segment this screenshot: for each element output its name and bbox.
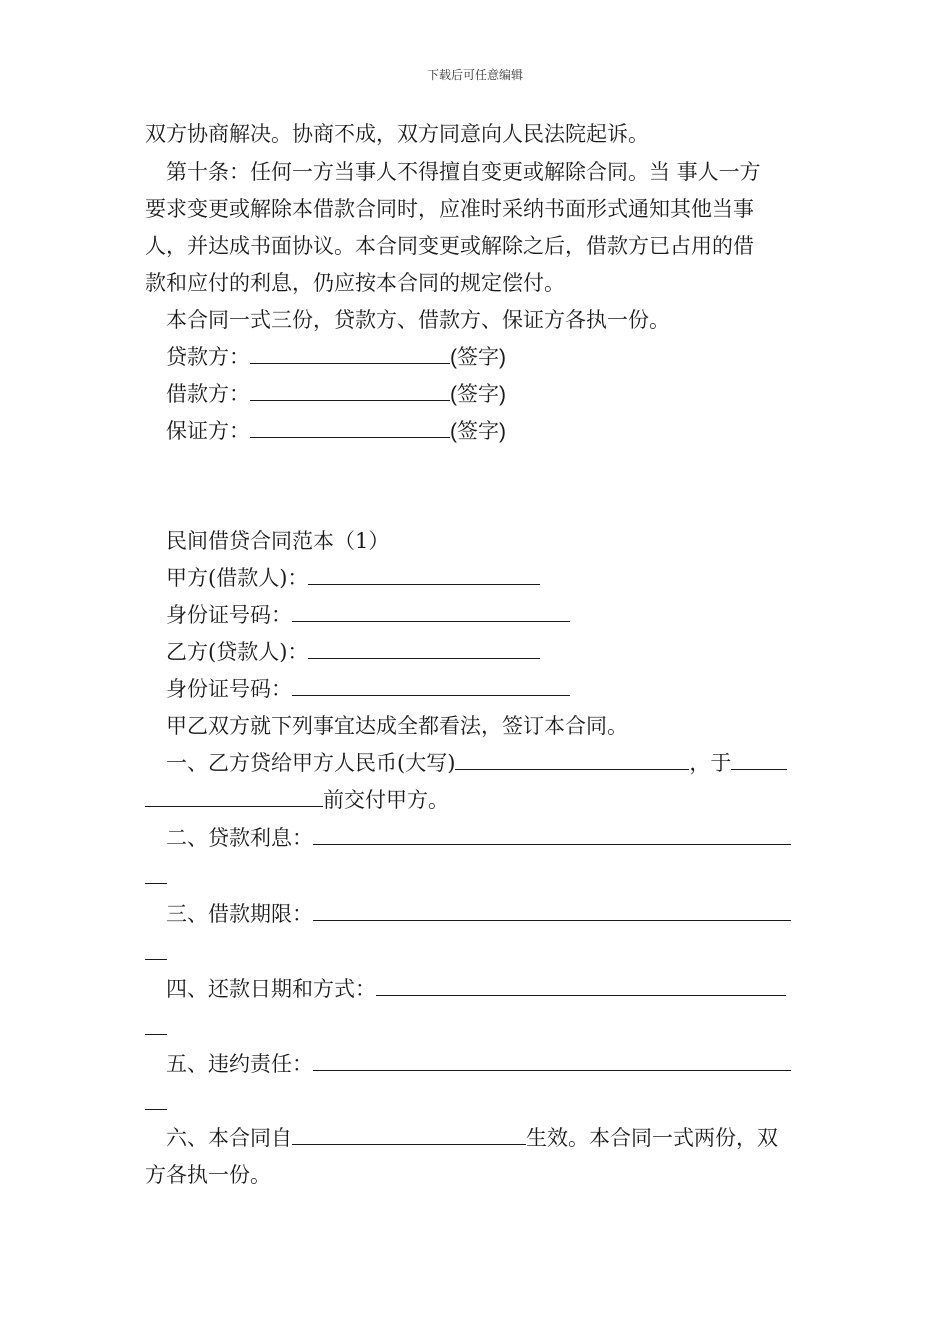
paragraph-line: 款和应付的利息，仍应按本合同的规定偿付。 — [145, 271, 565, 295]
repayment-blank — [376, 975, 786, 996]
borrower-label: 借款方： — [166, 382, 250, 406]
term-blank — [313, 900, 791, 921]
item-3-cont — [145, 939, 167, 967]
sign-label: (签字) — [450, 383, 506, 406]
party-a-label: 甲方(借款人)： — [166, 566, 309, 590]
item-5-line — [166, 1050, 791, 1078]
item-6-line — [166, 1124, 778, 1152]
id-a-label: 身份证号码： — [166, 603, 292, 627]
date-blank-cont — [145, 786, 323, 807]
id-b-blank — [292, 675, 570, 696]
item-2-label: 二、贷款利息： — [166, 826, 313, 850]
id-b-line — [166, 675, 570, 703]
item-4-cont — [145, 1014, 167, 1042]
liability-blank-cont — [145, 1089, 167, 1110]
item-3-label: 三、借款期限： — [166, 902, 313, 926]
effective-date-blank — [292, 1124, 526, 1145]
paragraph-line: 第十条：任何一方当事人不得擅自变更或解除合同。当 事人一方 — [166, 160, 761, 184]
party-b-line — [166, 638, 540, 666]
term-blank-cont — [145, 939, 167, 960]
lender-signature-line — [166, 343, 506, 372]
borrower-signature-blank — [250, 380, 450, 401]
id-b-label: 身份证号码： — [166, 677, 292, 701]
item-1-connector: ，于 — [689, 751, 732, 775]
repayment-blank-cont — [145, 1014, 167, 1035]
id-a-line — [166, 601, 570, 629]
lender-label: 贷款方： — [166, 345, 250, 369]
guarantor-signature-blank — [250, 417, 450, 438]
item-6-label: 六、本合同自 — [166, 1126, 292, 1150]
agreement-line: 甲乙双方就下列事宜达成全都看法，签订本合同。 — [166, 714, 628, 738]
contract-title: 民间借贷合同范本（1） — [166, 529, 390, 553]
item-5-cont — [145, 1089, 167, 1117]
item-5-label: 五、违约责任： — [166, 1052, 313, 1076]
item-2-line — [166, 824, 791, 852]
item-4-label: 四、还款日期和方式： — [166, 977, 376, 1001]
item-4-line — [166, 975, 786, 1003]
borrower-signature-line — [166, 380, 506, 409]
paragraph-line: 双方协商解决。协商不成，双方同意向人民法院起诉。 — [145, 122, 649, 146]
id-a-blank — [292, 601, 570, 622]
item-2-cont — [145, 863, 167, 891]
item-1-tail: 前交付甲方。 — [323, 788, 449, 812]
party-a-line — [166, 564, 540, 592]
date-blank — [731, 749, 787, 770]
page-header: 下载后可任意编辑 — [426, 68, 523, 82]
sign-label: (签字) — [450, 346, 506, 369]
item-1-line — [166, 749, 787, 777]
sign-label: (签字) — [450, 420, 506, 443]
lender-signature-blank — [250, 343, 450, 364]
party-b-blank — [308, 638, 540, 659]
paragraph-line: 本合同一式三份，贷款方、借款方、保证方各执一份。 — [166, 308, 670, 332]
item-6-text: 生效。本合同一式两份，双 — [526, 1126, 778, 1150]
guarantor-signature-line — [166, 417, 506, 446]
amount-blank — [455, 749, 689, 770]
guarantor-label: 保证方： — [166, 419, 250, 443]
item-6-cont: 方各执一份。 — [145, 1163, 271, 1187]
item-1-label: 一、乙方贷给甲方人民币(大写) — [166, 751, 456, 775]
paragraph-line: 要求变更或解除本借款合同时，应准时采纳书面形式通知其他当事 — [145, 197, 754, 221]
paragraph-line: 人，并达成书面协议。本合同变更或解除之后，借款方已占用的借 — [145, 234, 754, 258]
liability-blank — [313, 1050, 791, 1071]
party-b-label: 乙方(贷款人)： — [166, 640, 309, 664]
party-a-blank — [308, 564, 540, 585]
item-3-line — [166, 900, 791, 928]
item-1-cont-line — [145, 786, 449, 814]
interest-blank-cont — [145, 863, 167, 884]
interest-blank — [313, 824, 791, 845]
